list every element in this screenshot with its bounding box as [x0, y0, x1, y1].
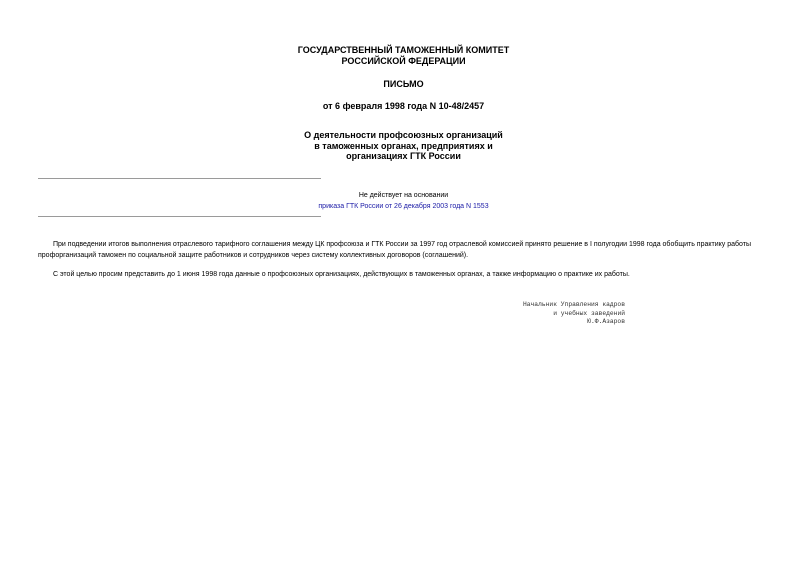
- status-divider-top: [38, 178, 321, 179]
- signatory-position-1: Начальник Управления кадров: [522, 301, 625, 308]
- issuing-authority: [0, 45, 807, 66]
- repeal-order-link[interactable]: приказа ГТК России от 26 декабря 2003 года N 1553: [318, 203, 489, 210]
- document-type: ПИСЬМО: [383, 79, 424, 89]
- authority-line-2: РОССИЙСКОЙ ФЕДЕРАЦИИ: [341, 55, 466, 66]
- authority-line-1: ГОСУДАРСТВЕННЫЙ ТАМОЖЕННЫЙ КОМИТЕТ: [297, 45, 510, 55]
- subject-line-3: организациях ГТК России: [346, 151, 461, 161]
- signatory-name: Ю.Ф.Азаров: [587, 318, 625, 325]
- body-paragraph-1: При подведении итогов выполнения отраслевого тарифного соглашения между ЦК профсоюза и ГТК России за 1997 год отраслевой комиссией принято решение в I полугодии 1998 года обобщить практику работы профорганизаций таможен по социальной защите работников и сотрудников через систему коллективных договоров (соглашений).: [38, 241, 752, 259]
- document-subject: [0, 130, 807, 162]
- body-paragraph-2: С этой целью просим представить до 1 июня 1998 года данные о профсоюзных организациях, действующих в таможенных органах, а также информацию о практике их работы.: [53, 271, 630, 278]
- document-date-number: от 6 февраля 1998 года N 10-48/2457: [322, 101, 485, 111]
- document-status: [0, 190, 807, 212]
- signatory-position-2: и учебных заведений: [553, 309, 625, 317]
- subject-line-1: О деятельности профсоюзных организаций: [304, 130, 503, 140]
- signature-block: [523, 301, 625, 327]
- subject-line-2: в таможенных органах, предприятиях и: [314, 140, 493, 151]
- status-text: Не действует на основании: [358, 192, 449, 199]
- status-divider-bottom: [38, 216, 321, 217]
